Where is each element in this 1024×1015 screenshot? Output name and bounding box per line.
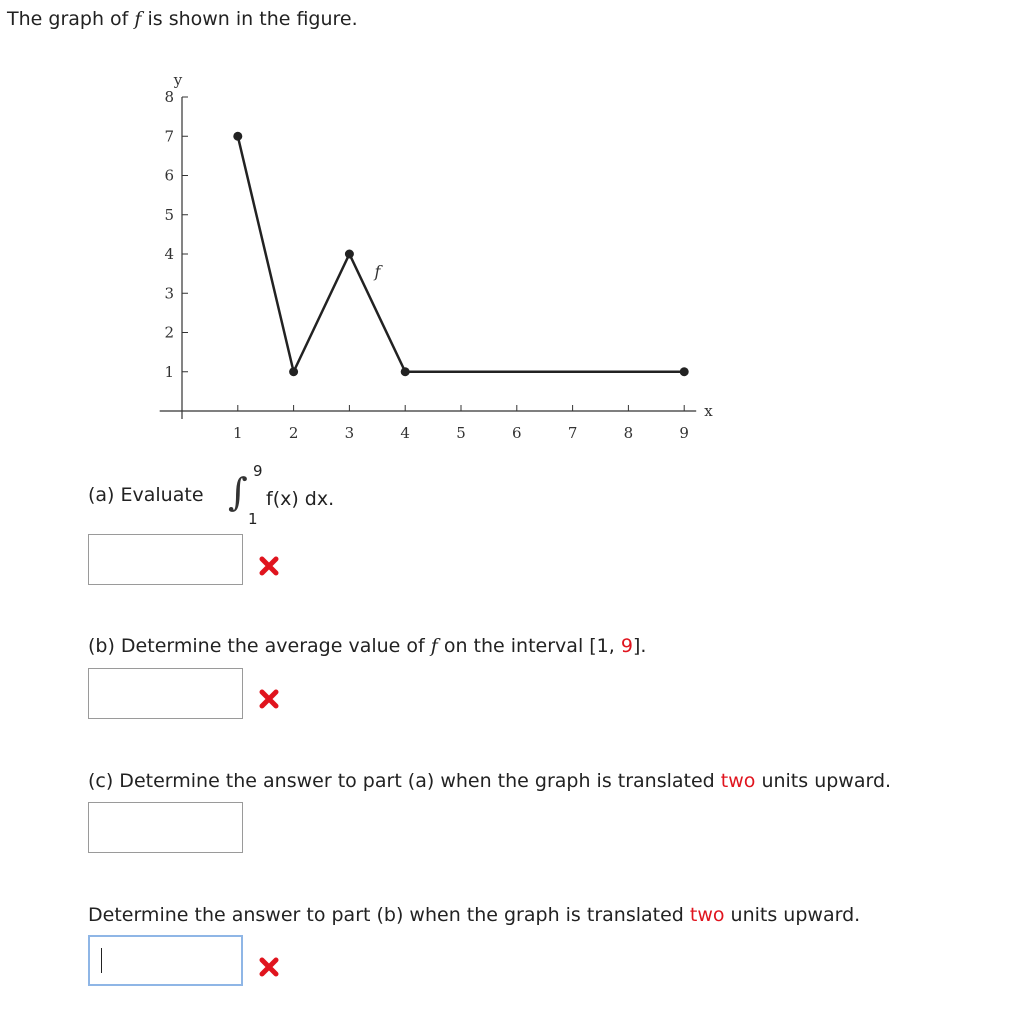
problem-intro: The graph of f is shown in the figure. xyxy=(7,8,358,30)
x-tick-label: 4 xyxy=(400,424,410,442)
x-tick-label: 9 xyxy=(679,424,689,442)
incorrect-x-icon xyxy=(258,555,280,577)
y-axis-label: y xyxy=(173,71,183,89)
incorrect-x-icon xyxy=(258,956,280,978)
answer-input-a[interactable] xyxy=(88,534,243,585)
series-line-f xyxy=(238,136,684,372)
y-tick-label: 6 xyxy=(164,166,174,185)
ticks xyxy=(164,88,689,442)
curve-label: f xyxy=(374,262,381,281)
integral-icon: ∫ xyxy=(228,470,248,514)
answer-input-c[interactable] xyxy=(88,802,243,853)
x-tick-label: 3 xyxy=(344,424,355,442)
data-point xyxy=(345,250,354,259)
y-tick-label: 4 xyxy=(164,245,174,263)
part-a-label: (a) Evaluate xyxy=(88,484,204,506)
x-tick-label: 8 xyxy=(623,424,634,442)
x-tick-label: 1 xyxy=(233,424,243,442)
y-tick-label: 2 xyxy=(164,323,174,342)
x-tick-label: 7 xyxy=(567,424,578,442)
part-c-question: (c) Determine the answer to part (a) when the graph is translated two units upward. xyxy=(88,770,892,792)
data-point xyxy=(289,367,298,376)
data-point xyxy=(233,132,242,141)
incorrect-x-icon xyxy=(258,688,280,710)
y-tick-label: 8 xyxy=(164,88,174,106)
integrand: f(x) dx. xyxy=(266,488,335,510)
x-tick-label: 5 xyxy=(456,424,466,442)
axes xyxy=(160,71,714,420)
answer-input-b[interactable] xyxy=(88,668,243,719)
x-tick-label: 2 xyxy=(288,424,299,442)
y-tick-label: 7 xyxy=(164,127,174,146)
y-tick-label: 3 xyxy=(164,284,174,303)
x-axis-label: x xyxy=(704,402,713,420)
integral-lower-limit: 1 xyxy=(248,510,258,528)
function-name: f xyxy=(134,8,142,30)
part-b-question: (b) Determine the average value of f on the interval [1, 9]. xyxy=(88,635,647,657)
series xyxy=(233,132,688,377)
text-cursor xyxy=(101,948,102,973)
function-graph xyxy=(150,55,740,450)
y-tick-label: 1 xyxy=(164,362,174,381)
integral-upper-limit: 9 xyxy=(253,462,263,480)
y-tick-label: 5 xyxy=(164,205,174,224)
part-d-question: Determine the answer to part (b) when the graph is translated two units upward. xyxy=(88,904,861,926)
data-point xyxy=(401,367,410,376)
answer-input-d[interactable] xyxy=(88,935,243,986)
x-tick-label: 6 xyxy=(512,424,522,442)
data-point xyxy=(680,367,689,376)
